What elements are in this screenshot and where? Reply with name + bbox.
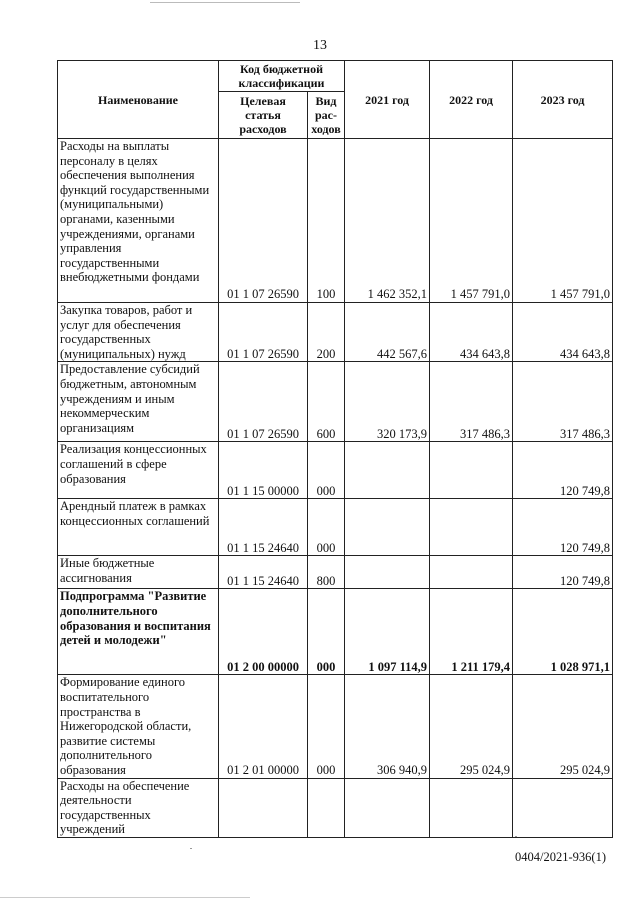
header-code-group: Код бюджетной классификации (219, 61, 345, 92)
table-row (58, 499, 613, 556)
row-code: 01 1 15 24640 (219, 556, 308, 589)
header-2022: 2022 год (430, 61, 513, 139)
row-value-2021 (345, 499, 430, 556)
scan-speck (515, 836, 517, 837)
row-value-2023: 1 028 971,1 (513, 589, 613, 675)
row-expense-type: 000 (308, 589, 345, 675)
page-number: 13 (313, 38, 327, 53)
top-rule (150, 2, 300, 3)
row-value-2021: 320 173,9 (345, 362, 430, 442)
row-value-2021: 1 462 352,1 (345, 139, 430, 303)
row-name: Подпрограмма "Развитие дополнительного образования и воспитания детей и молодежи" (58, 589, 219, 675)
row-value-2023: 434 643,8 (513, 303, 613, 362)
row-expense-type: 000 (308, 499, 345, 556)
row-code: 01 2 01 00000 (219, 675, 308, 778)
row-expense-type: 600 (308, 362, 345, 442)
row-value-2022: 1 211 179,4 (430, 589, 513, 675)
document-id: 0404/2021-936(1) (515, 850, 606, 864)
row-name: Реализация концессионных соглашений в сфере образования (58, 442, 219, 499)
row-name: Арендный платеж в рамках концессионных соглашений (58, 499, 219, 556)
row-value-2021 (345, 442, 430, 499)
row-value-2022 (430, 556, 513, 589)
header-expense-type: Вид рас-ходов (308, 92, 345, 139)
row-code: 01 1 07 26590 (219, 362, 308, 442)
table-row (58, 556, 613, 589)
row-value-2023: 317 486,3 (513, 362, 613, 442)
row-value-2022: 434 643,8 (430, 303, 513, 362)
row-value-2021 (345, 556, 430, 589)
row-value-2022: 317 486,3 (430, 362, 513, 442)
row-code: 01 2 00 00000 (219, 589, 308, 675)
row-value-2022: 295 024,9 (430, 675, 513, 778)
row-value-2023: 120 749,8 (513, 499, 613, 556)
table-row (58, 442, 613, 499)
row-expense-type: 200 (308, 303, 345, 362)
row-code: 01 1 07 26590 (219, 139, 308, 303)
row-name: Расходы на выплаты персоналу в целях обеспечения выполнения функций государственными (муниципальными) органами, казенными учреждениями, органами управления государственными внебюджетными фондами (58, 139, 219, 303)
row-value-2023: 120 749,8 (513, 556, 613, 589)
row-name: Предоставление субсидий бюджетным, автономным учреждениям и иным некоммерческим организациям (58, 362, 219, 442)
row-name: Иные бюджетные ассигнования (58, 556, 219, 589)
row-code: 01 1 07 26590 (219, 303, 308, 362)
table-row (58, 589, 613, 675)
row-value-2023 (513, 778, 613, 837)
header-2021: 2021 год (345, 61, 430, 139)
header-target-item: Целевая статья расходов (219, 92, 308, 139)
bottom-rule (0, 897, 250, 898)
row-expense-type (308, 778, 345, 837)
row-value-2021 (345, 778, 430, 837)
row-code: 01 1 15 00000 (219, 442, 308, 499)
row-value-2023: 120 749,8 (513, 442, 613, 499)
row-value-2023: 1 457 791,0 (513, 139, 613, 303)
table-row (58, 778, 613, 837)
row-value-2021: 306 940,9 (345, 675, 430, 778)
header-name: Наименование (58, 61, 219, 139)
row-value-2022 (430, 442, 513, 499)
row-code (219, 778, 308, 837)
row-name: Расходы на обеспечение деятельности государственных учреждений (58, 778, 219, 837)
budget-table (57, 60, 613, 838)
row-value-2023: 295 024,9 (513, 675, 613, 778)
row-value-2021: 442 567,6 (345, 303, 430, 362)
row-code: 01 1 15 24640 (219, 499, 308, 556)
row-expense-type: 000 (308, 675, 345, 778)
row-expense-type: 100 (308, 139, 345, 303)
row-value-2022 (430, 499, 513, 556)
row-value-2022: 1 457 791,0 (430, 139, 513, 303)
table-row (58, 303, 613, 362)
row-name: Формирование единого воспитательного пространства в Нижегородской области, развитие системы дополнительного образования (58, 675, 219, 778)
scan-speck (190, 848, 192, 849)
table-row (58, 139, 613, 303)
row-value-2022 (430, 778, 513, 837)
table-row (58, 675, 613, 778)
row-value-2021: 1 097 114,9 (345, 589, 430, 675)
header-2023: 2023 год (513, 61, 613, 139)
table-row (58, 362, 613, 442)
table-body (58, 139, 613, 838)
row-name: Закупка товаров, работ и услуг для обеспечения государственных (муниципальных) нужд (58, 303, 219, 362)
row-expense-type: 800 (308, 556, 345, 589)
row-expense-type: 000 (308, 442, 345, 499)
